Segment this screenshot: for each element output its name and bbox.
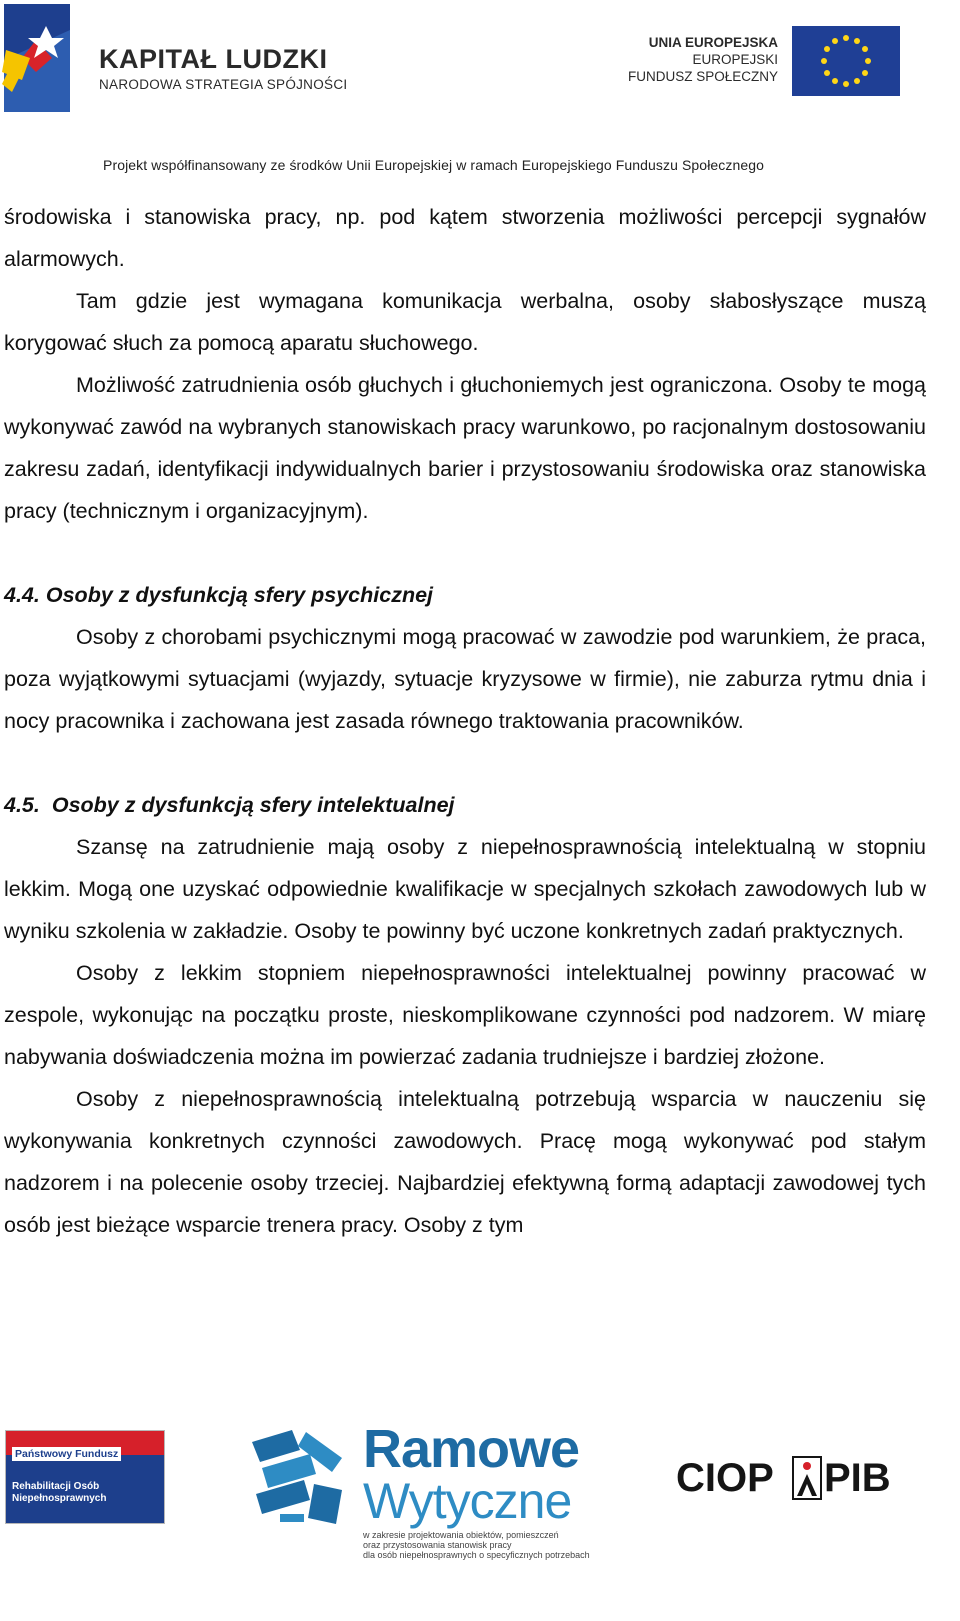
rw-desc-line2: oraz przystosowania stanowisk pracy xyxy=(363,1540,512,1550)
section-heading-4-4 xyxy=(4,574,926,616)
eu-logo xyxy=(625,26,900,100)
ciop-pib-logo xyxy=(676,1454,926,1504)
kapital-ludzki-subtitle: NARODOWA STRATEGIA SPÓJNOŚCI xyxy=(99,77,348,92)
paragraph-intellectual-team: Osoby z lekkim stopniem niepełnosprawności intelektualnej powinny pracować w zespole, wykonując na początku proste, nieskomplikowane czynności pod nadzorem. W miarę nabywania doświadczenia można im powierzać zadania trudniejsze i bardziej złożone. xyxy=(4,961,926,1069)
ciop-person-icon xyxy=(792,1456,822,1500)
ramowe-title: Ramowe xyxy=(363,1419,580,1479)
section-heading-4-5 xyxy=(4,784,926,826)
rw-desc-line1: w zakresie projektowania obiektów, pomieszczeń xyxy=(363,1530,559,1540)
ciop-text: CIOP xyxy=(676,1456,774,1500)
pib-text: PIB xyxy=(824,1456,891,1500)
page-footer xyxy=(0,1410,960,1621)
spacer xyxy=(4,532,926,574)
section-number: 4.5. xyxy=(4,793,40,817)
pfron-name-line2: Rehabilitacji Osób xyxy=(12,1481,100,1492)
ramowe-wytyczne-description xyxy=(363,1530,590,1560)
section-title: Osoby z dysfunkcją sfery intelektualnej xyxy=(51,793,455,817)
ramowe-wytyczne-emblem-icon xyxy=(250,1428,345,1528)
cofinancing-note: Projekt współfinansowany ze środków Unii Europejskiej w ramach Europejskiego Funduszu Społecznego xyxy=(103,157,765,173)
eu-line-european: EUROPEJSKI xyxy=(692,52,778,67)
pfron-name-line3: Niepełnosprawnych xyxy=(12,1493,107,1504)
eu-line-union: UNIA EUROPEJSKA xyxy=(648,35,778,50)
eu-line-social-fund: FUNDUSZ SPOŁECZNY xyxy=(627,69,778,84)
paragraph-continuation: środowiska i stanowiska pracy, np. pod kątem stworzenia możliwości percepcji sygnałów alarmowych. xyxy=(4,205,926,271)
spacer xyxy=(4,742,926,784)
paragraph-hearing-aid: Tam gdzie jest wymagana komunikacja werbalna, osoby słabosłyszące muszą korygować słuch za pomocą aparatu słuchowego. xyxy=(4,289,926,355)
document-body xyxy=(4,196,926,1246)
kapital-ludzki-title: KAPITAŁ LUDZKI xyxy=(99,44,328,74)
pfron-name-line1: Państwowy Fundusz xyxy=(12,1447,121,1461)
section-number: 4.4. xyxy=(4,583,40,607)
pfron-logo xyxy=(5,1430,165,1524)
wytyczne-title: Wytyczne xyxy=(363,1473,572,1529)
kapital-ludzki-logo xyxy=(0,0,360,120)
paragraph-intellectual-support: Osoby z niepełnosprawnością intelektualną potrzebują wsparcia w nauczeniu się wykonywania konkretnych czynności zawodowych. Pracę mogą wykonywać pod stałym nadzorem i na polecenie osoby trzeciej. Najbardziej efektywną formą adaptacji zawodowej tych osób jest bieżące wsparcie trenera pracy. Osoby z tym xyxy=(4,1087,926,1237)
paragraph-intellectual-chances: Szansę na zatrudnienie mają osoby z niepełnosprawnością intelektualną w stopniu lekkim. Mogą one uzyskać odpowiednie kwalifikacje w specjalnych szkołach zawodowych lub w wyniku szkolenia w zakładzie. Osoby te powinny być uczone konkretnych zadań praktycznych. xyxy=(4,835,926,943)
eu-flag-icon xyxy=(792,26,900,96)
kapital-ludzki-emblem-icon xyxy=(0,0,92,118)
page-header xyxy=(0,0,960,185)
paragraph-deaf-employment: Możliwość zatrudnienia osób głuchych i głuchoniemych jest ograniczona. Osoby te mogą wykonywać zawód na wybranych stanowiskach pracy warunkowo, po racjonalnym dostosowaniu zakresu zadań, identyfikacji indywidualnych barier i przystosowaniu środowiska oraz stanowiska pracy (technicznym i organizacyjnym). xyxy=(4,373,926,523)
paragraph-psychiatric: Osoby z chorobami psychicznymi mogą pracować w zawodzie pod warunkiem, że praca, poza wyjątkowymi sytuacjami (wyjazdy, sytuacje kryzysowe w firmie), nie zaburza rytmu dnia i nocy pracownika i zachowana jest zasada równego traktowania pracowników. xyxy=(4,625,926,733)
eu-logo-text xyxy=(628,34,778,85)
rw-desc-line3: dla osób niepełnosprawnych o specyficznych potrzebach xyxy=(363,1550,590,1560)
pfron-name-lines xyxy=(12,1481,106,1505)
section-title: Osoby z dysfunkcją sfery psychicznej xyxy=(45,583,434,607)
